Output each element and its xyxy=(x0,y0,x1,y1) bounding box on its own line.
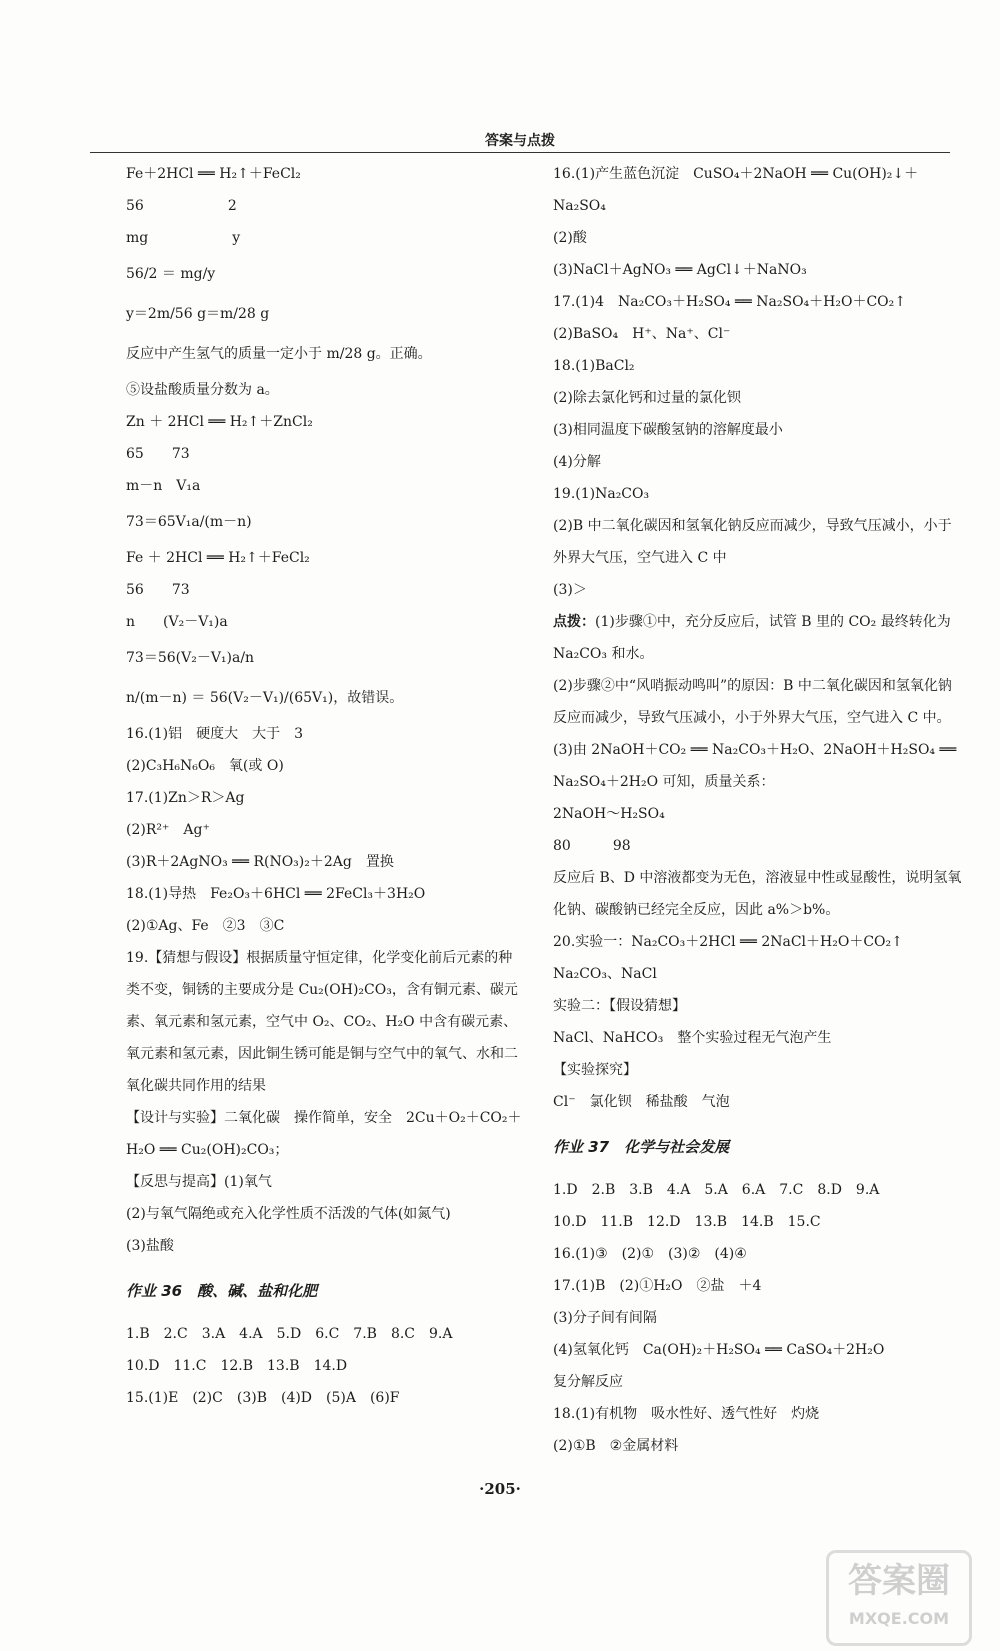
section-title-36: 作业 36 酸、碱、盐和化肥 xyxy=(126,1282,318,1300)
watermark-logo xyxy=(826,1550,972,1646)
answer-line: n/(m－n) ＝ 56(V₂－V₁)/(65V₁)，故错误。 xyxy=(126,690,404,706)
answer-line: (3)相同温度下碳酸氢钠的溶解度最小 xyxy=(553,422,783,438)
dianbo-text: (1)步骤①中，充分反应后，试管 B 里的 CO₂ 最终转化为 Na₂CO₃ 和水。 xyxy=(553,614,951,662)
answer-line: 65 73 xyxy=(126,446,190,462)
answer-line: (4)氢氧化钙 Ca(OH)₂＋H₂SO₄ ══ CaSO₄＋2H₂O xyxy=(553,1342,885,1358)
answer-line: (3)盐酸 xyxy=(126,1238,174,1254)
answer-line: 15.(1)E (2)C (3)B (4)D (5)A (6)F xyxy=(126,1390,400,1406)
answer-line: (2)R²⁺ Ag⁺ xyxy=(126,822,210,838)
answer-line: (3)＞ xyxy=(553,582,587,598)
answer-line: Na₂CO₃、NaCl xyxy=(553,966,657,982)
watermark-url: MXQE.COM xyxy=(848,1609,950,1628)
dianbo-paragraph: (2)步骤②中“风哨振动鸣叫”的原因：B 中二氧化碳因和氢氧化钠反应而减少，导致气压减小，小于外界大气压，空气进入 C 中。 xyxy=(553,678,952,726)
answer-line: 18.(1)BaCl₂ xyxy=(553,358,635,374)
answer-line: (2)除去氯化钙和过量的氯化钡 xyxy=(553,390,741,406)
answer-line: 【反思与提高】(1)氧气 xyxy=(126,1174,272,1190)
answer-line: n (V₂－V₁)a xyxy=(126,614,228,630)
header-title: 答案与点拨 xyxy=(485,133,555,149)
answer-line: 80 98 xyxy=(553,838,631,854)
answer-line: 18.(1)有机物 吸水性好、透气性好 灼烧 xyxy=(553,1406,820,1422)
answer-paragraph: 【设计与实验】二氧化碳 操作简单，安全 2Cu＋O₂＋CO₂＋H₂O ══ Cu₂(OH)₂CO₃； xyxy=(126,1110,522,1158)
answer-line: (2)①B ②金属材料 xyxy=(553,1438,679,1454)
answer-line: 17.(1)B (2)①H₂O ②盐 ＋4 xyxy=(553,1278,762,1294)
answer-paragraph: 19.【猜想与假设】根据质量守恒定律，化学变化前后元素的种类不变，铜锈的主要成分是 Cu₂(OH)₂CO₃，含有铜元素、碳元素、氧元素和氢元素，空气中 O₂、CO₂、H₂O 中含有碳元素、氧元素和氢元素，因此铜生锈可能是铜与空气中的氧气、水和二氧化碳共同作用的结果 xyxy=(126,950,518,1094)
page-header xyxy=(90,130,950,153)
answer-line: 10.D 11.B 12.D 13.B 14.B 15.C xyxy=(553,1214,821,1230)
dianbo-label: 点拨： xyxy=(553,614,595,630)
answer-line: (2)酸 xyxy=(553,230,587,246)
answer-paragraph: 16.(1)产生蓝色沉淀 CuSO₄＋2NaOH ══ Cu(OH)₂↓＋Na₂SO₄ xyxy=(553,166,919,214)
answer-line: (2)C₃H₆N₆O₆ 氧(或 O) xyxy=(126,758,284,774)
answer-line: (3)分子间有间隔 xyxy=(553,1310,657,1326)
answer-line: 反应中产生氢气的质量一定小于 m/28 g。正确。 xyxy=(126,346,432,362)
answer-line: (2)与氧气隔绝或充入化学性质不活泼的气体(如氮气) xyxy=(126,1206,451,1222)
answer-line: 1.D 2.B 3.B 4.A 5.A 6.A 7.C 8.D 9.A xyxy=(553,1182,880,1198)
answer-line: 1.B 2.C 3.A 4.A 5.D 6.C 7.B 8.C 9.A xyxy=(126,1326,453,1342)
right-column xyxy=(553,158,963,1462)
answer-paragraph: (2)B 中二氧化碳因和氢氧化钠反应而减少，导致气压减小，小于外界大气压，空气进入 C 中 xyxy=(553,518,952,566)
watermark-text: 答案圈 xyxy=(848,1561,950,1601)
answer-line: 复分解反应 xyxy=(553,1374,623,1390)
answer-line: 56 73 xyxy=(126,582,190,598)
answer-line: 10.D 11.C 12.B 13.B 14.D xyxy=(126,1358,348,1374)
answer-line: Cl⁻ 氯化钡 稀盐酸 气泡 xyxy=(553,1094,730,1110)
answer-line: (3)R＋2AgNO₃ ══ R(NO₃)₂＋2Ag 置换 xyxy=(126,854,394,870)
answer-line: 73＝56(V₂－V₁)a/n xyxy=(126,650,255,666)
answer-line: 18.(1)导热 Fe₂O₃＋6HCl ══ 2FeCl₃＋3H₂O xyxy=(126,886,426,902)
answer-line: (2)①Ag、Fe ②3 ③C xyxy=(126,918,285,934)
answer-line: 20.实验一：Na₂CO₃＋2HCl ══ 2NaCl＋H₂O＋CO₂↑ xyxy=(553,934,903,950)
answer-line: 19.(1)Na₂CO₃ xyxy=(553,486,650,502)
answer-line: Zn ＋ 2HCl ══ H₂↑＋ZnCl₂ xyxy=(126,414,313,430)
answer-line: Fe＋2HCl ══ H₂↑＋FeCl₂ xyxy=(126,166,301,182)
answer-line: NaCl、NaHCO₃ 整个实验过程无气泡产生 xyxy=(553,1030,832,1046)
answer-line: 17.(1)4 Na₂CO₃＋H₂SO₄ ══ Na₂SO₄＋H₂O＋CO₂↑ xyxy=(553,294,906,310)
answer-line: (2)BaSO₄ H⁺、Na⁺、Cl⁻ xyxy=(553,326,731,342)
answer-line: 2NaOH～H₂SO₄ xyxy=(553,806,665,822)
section-title-37: 作业 37 化学与社会发展 xyxy=(553,1138,730,1156)
answer-line: 16.(1)铝 硬度大 大于 3 xyxy=(126,726,304,742)
dianbo-paragraph xyxy=(553,606,963,670)
answer-line: 实验二：【假设猜想】 xyxy=(553,998,686,1014)
dianbo-paragraph: (3)由 2NaOH＋CO₂ ══ Na₂CO₃＋H₂O、2NaOH＋H₂SO₄ ══ Na₂SO₄＋2H₂O 可知，质量关系： xyxy=(553,742,957,790)
page-number: ·205· xyxy=(479,1480,521,1498)
answer-line: 16.(1)③ (2)① (3)② (4)④ xyxy=(553,1246,747,1262)
dianbo-paragraph: 反应后 B、D 中溶液都变为无色，溶液显中性或显酸性，说明氢氧化钠、碳酸钠已经完全反应，因此 a%＞b%。 xyxy=(553,870,962,918)
answer-line: 【实验探究】 xyxy=(553,1062,637,1078)
answer-line: Fe ＋ 2HCl ══ H₂↑＋FeCl₂ xyxy=(126,550,310,566)
answer-line: 73＝65V₁a/(m－n) xyxy=(126,514,252,530)
answer-line: mg y xyxy=(126,230,241,246)
answer-line: 17.(1)Zn＞R＞Ag xyxy=(126,790,245,806)
left-column xyxy=(126,158,526,1414)
answer-line: 56/2 ＝ mg/y xyxy=(126,266,216,282)
answer-line: m－n V₁a xyxy=(126,478,201,494)
answer-line: (4)分解 xyxy=(553,454,601,470)
answer-line: ⑤设盐酸质量分数为 a。 xyxy=(126,382,279,398)
answer-line: 56 2 xyxy=(126,198,237,214)
answer-line: y＝2m/56 g＝m/28 g xyxy=(126,306,270,322)
answer-line: (3)NaCl＋AgNO₃ ══ AgCl↓＋NaNO₃ xyxy=(553,262,807,278)
